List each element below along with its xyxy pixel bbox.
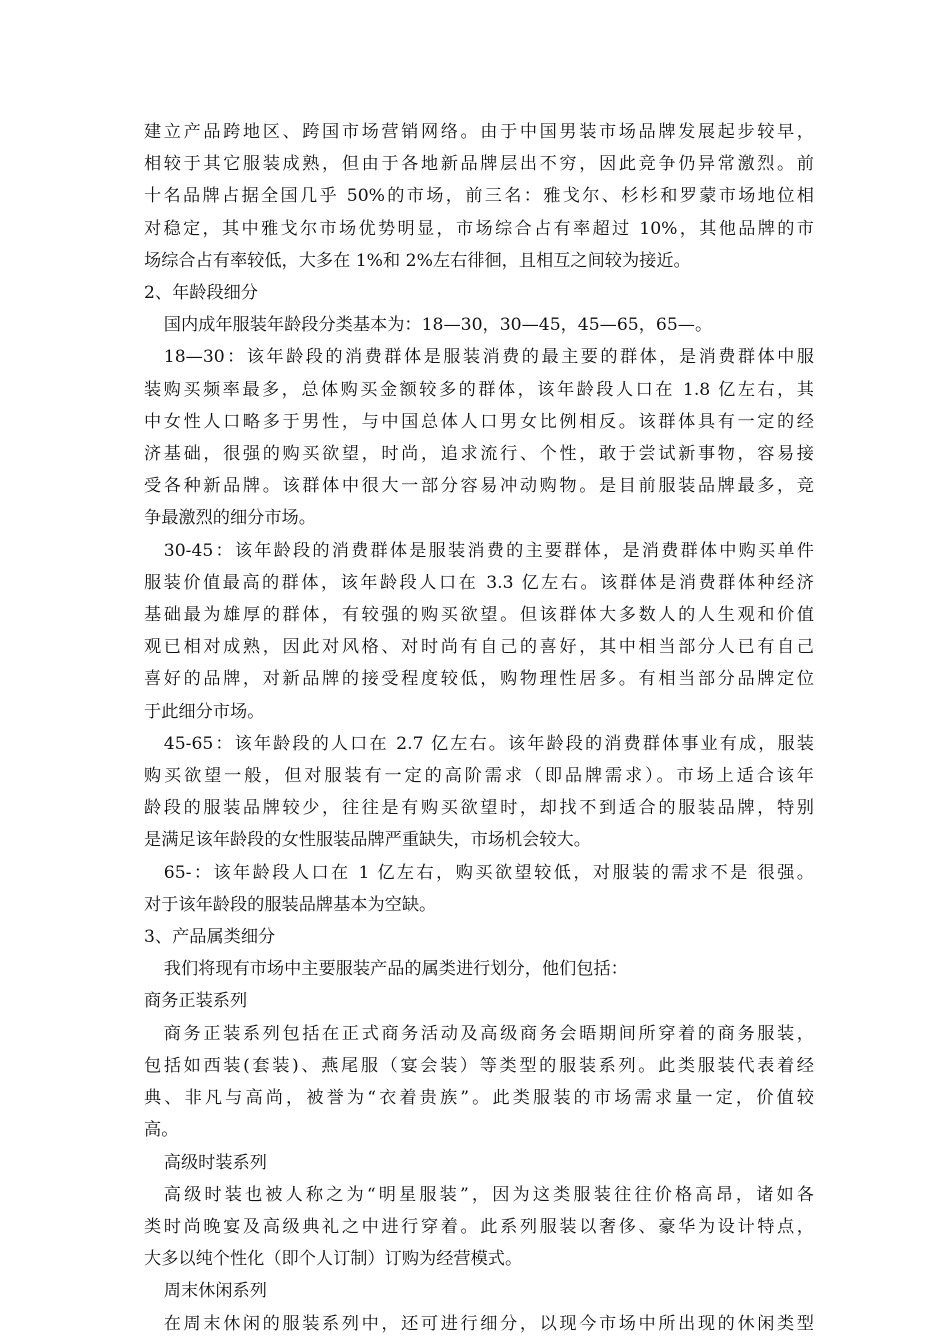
weekend-casual-heading: 周末休闲系列 (163, 1281, 267, 1302)
text-line: 购买欲望一般，但对服装有一定的高阶需求（即品牌需求）。市场上适合该年 (144, 766, 814, 787)
intro-paragraph (144, 116, 814, 277)
age-65-plus-paragraph (144, 857, 814, 921)
age-45-65-paragraph (144, 728, 814, 857)
text-line: 服装价值最高的群体，该年龄段人口在 3.3 亿左右。该群体是消费群体种经济 (144, 572, 814, 593)
section-2-heading: 2、年龄段细分 (144, 283, 259, 304)
text-line: 龄段的服装品牌较少，往往是有购买欲望时，却找不到适合的服装品牌，特别 (144, 798, 814, 819)
text-line: 在周末休闲的服装系列中，还可进行细分，以现今市场中所出现的休闲类型 (163, 1313, 814, 1334)
text-line: 中女性人口略多于男性，与中国总体人口男女比例相反。该群体具有一定的经 (144, 411, 814, 432)
weekend-casual-paragraph (144, 1308, 814, 1340)
text-line: 30-45：该年龄段的消费群体是服装消费的主要群体，是消费群体中购买单件 (163, 540, 814, 561)
text-line: 相较于其它服装成熟，但由于各地新品牌层出不穷，因此竞争仍异常激烈。前 (144, 154, 814, 175)
text-line: 喜好的品牌，对新品牌的接受程度较低，购物理性居多。有相当部分品牌定位 (144, 669, 814, 690)
text-line: 是满足该年龄段的女性服装品牌严重缺失，市场机会较大。 (144, 830, 591, 851)
text-line: 高。 (144, 1120, 179, 1141)
text-line: 场综合占有率较低，大多在 1%和 2%左右徘徊，且相互之间较为接近。 (144, 250, 691, 271)
text-line: 高级时装也被人称之为“明星服装”，因为这类服装往往价格高昂，诸如各 (163, 1184, 814, 1205)
haute-couture-paragraph (144, 1179, 814, 1276)
text-line: 于此细分市场。 (144, 701, 265, 722)
document-page (144, 116, 814, 1340)
text-line: 典、非凡与高尚，被誉为“衣着贵族”。此类服装的市场需求量一定，价值较 (144, 1088, 814, 1109)
text-line: 争最激烈的细分市场。 (144, 508, 316, 529)
text-line: 大多以纯个性化（即个人订制）订购为经营模式。 (144, 1249, 523, 1270)
age-30-45-paragraph (144, 535, 814, 728)
text-line: 十名品牌占据全国几乎 50%的市场，前三名：雅戈尔、杉杉和罗蒙市场地位相 (144, 186, 814, 207)
section-3-intro: 我们将现有市场中主要服装产品的属类进行划分，他们包括： (163, 959, 628, 980)
text-line: 建立产品跨地区、跨国市场营销网络。由于中国男装市场品牌发展起步较早， (144, 122, 814, 142)
text-line: 45-65：该年龄段的人口在 2.7 亿左右。该年龄段的消费群体事业有成，服装 (163, 733, 814, 754)
age-18-30-paragraph (144, 341, 814, 534)
text-line: 对于该年龄段的服装品牌基本为空缺。 (144, 894, 437, 915)
text-line: 装购买频率最多，总体购买金额较多的群体，该年龄段人口在 1.8 亿左右，其 (144, 379, 814, 400)
text-line: 65-：该年龄段人口在 1 亿左右，购买欲望较低，对服装的需求不是 很强。 (163, 862, 814, 883)
section-3-heading: 3、产品属类细分 (144, 927, 276, 948)
text-line: 济基础，很强的购买欲望，时尚，追求流行、个性，敢于尝试新事物，容易接 (144, 444, 814, 465)
text-line: 类时尚晚宴及高级典礼之中进行穿着。此系列服装以奢侈、豪华为设计特点， (144, 1216, 814, 1237)
text-line: 对稳定，其中雅戈尔市场优势明显，市场综合占有率超过 10%，其他品牌的市 (144, 218, 814, 239)
text-line: 基础最为雄厚的群体，有较强的购买欲望。但该群体大多数人的人生观和价值 (144, 605, 814, 626)
text-line: 包括如西装(套装)、燕尾服（宴会装）等类型的服装系列。此类服装代表着经 (144, 1055, 814, 1076)
text-line: 商务正装系列包括在正式商务活动及高级商务会晤期间所穿着的商务服装， (163, 1023, 814, 1044)
text-line: 18—30：该年龄段的消费群体是服装消费的最主要的群体，是消费群体中服 (163, 347, 814, 368)
business-formal-paragraph (144, 1018, 814, 1147)
section-2-intro: 国内成年服装年龄段分类基本为：18—30，30—45，45—65，65—。 (163, 315, 713, 336)
text-line: 受各种新品牌。该群体中很大一部分容易冲动购物。是目前服装品牌最多，竞 (144, 476, 814, 497)
haute-couture-heading: 高级时装系列 (163, 1152, 267, 1173)
text-line: 观已相对成熟，因此对风格、对时尚有自己的喜好，其中相当部分人已有自己 (144, 637, 814, 658)
business-formal-heading: 商务正装系列 (144, 991, 248, 1012)
